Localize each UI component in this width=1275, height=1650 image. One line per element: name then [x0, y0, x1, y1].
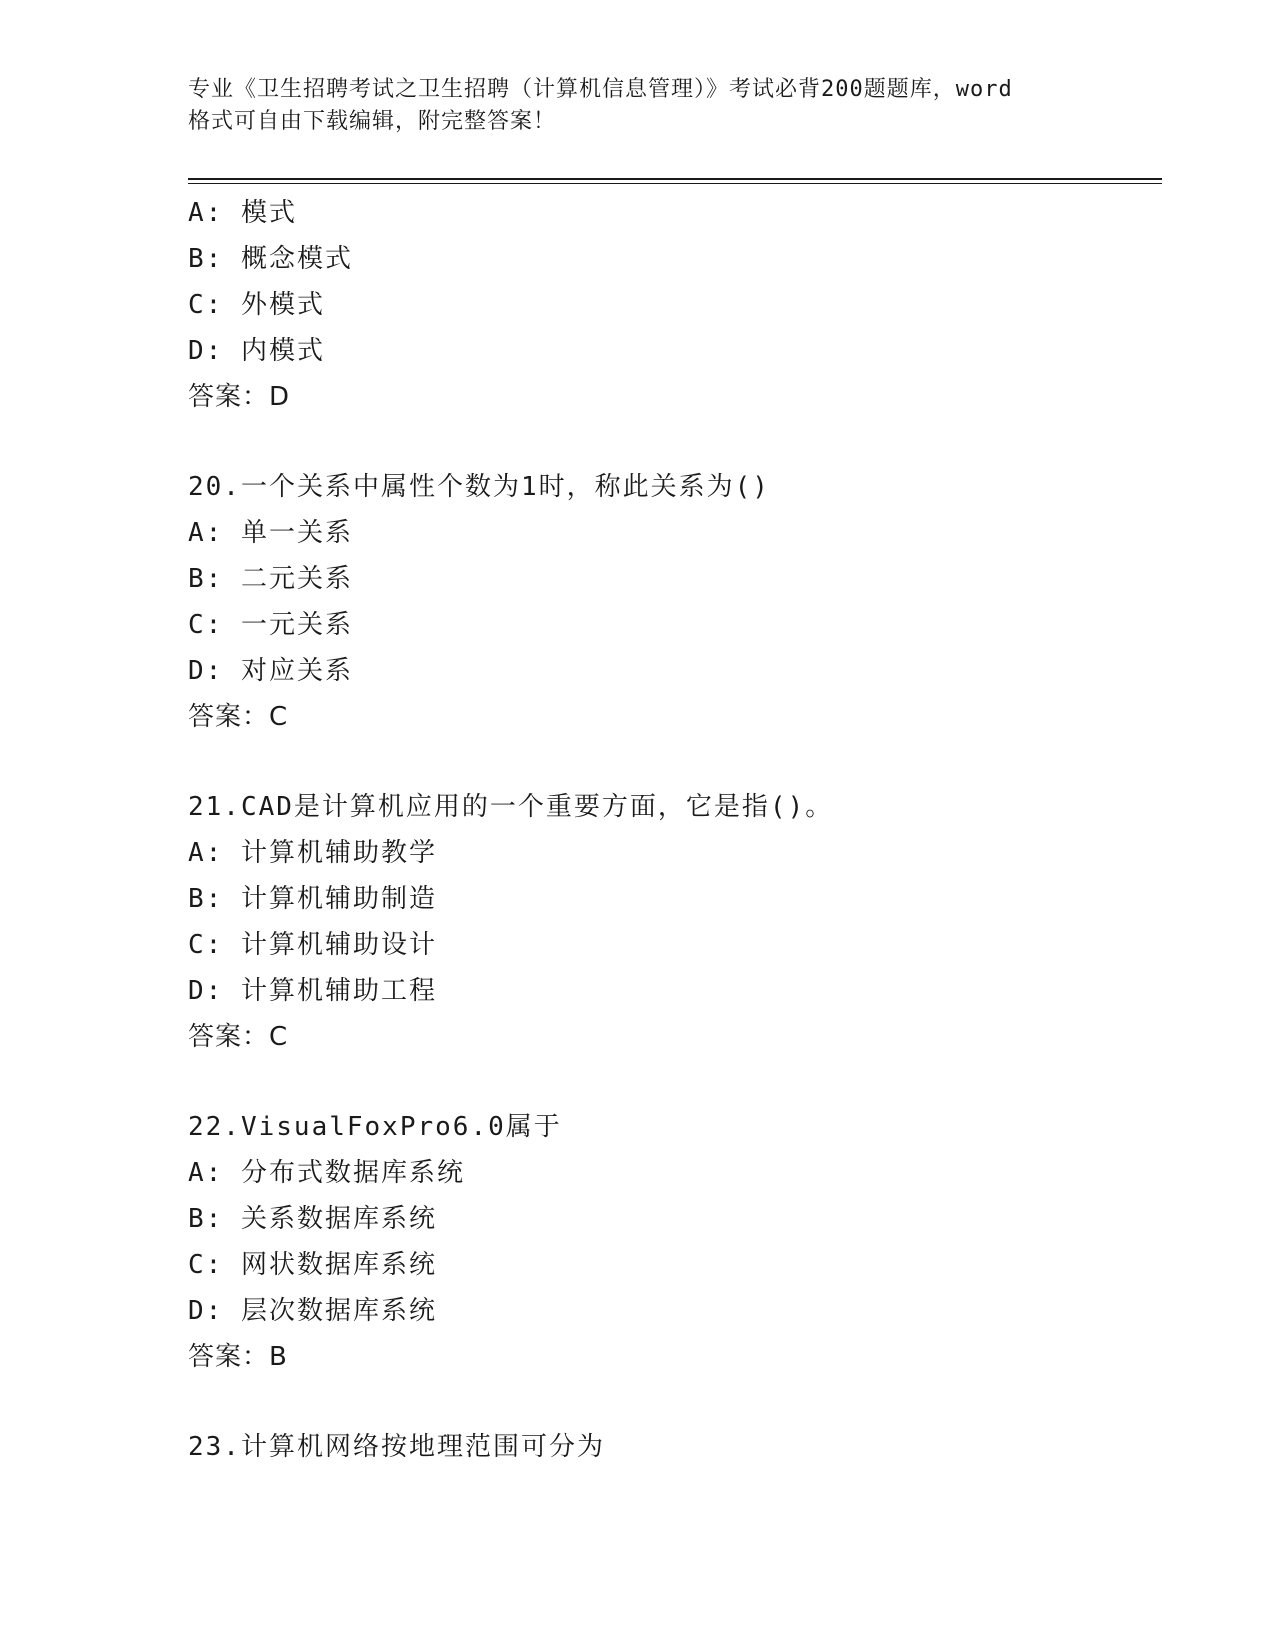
option-c: C: 一元关系	[188, 610, 353, 640]
question-text: 20.一个关系中属性个数为1时，称此关系为()	[188, 472, 770, 502]
option-a: A: 计算机辅助教学	[188, 838, 437, 868]
option-a: A: 单一关系	[188, 518, 353, 548]
option-c: C: 计算机辅助设计	[188, 930, 437, 960]
question-text: 21.CAD是计算机应用的一个重要方面，它是指()。	[188, 792, 834, 822]
question-text: 23.计算机网络按地理范围可分为	[188, 1432, 605, 1462]
option-b: B: 计算机辅助制造	[188, 884, 437, 914]
answer: 答案：C	[188, 1022, 289, 1052]
option-d: D: 对应关系	[188, 656, 353, 686]
question-22-block	[188, 1104, 1162, 1380]
option-b: B: 二元关系	[188, 564, 353, 594]
question-19-block	[188, 190, 1162, 420]
answer: 答案：C	[188, 702, 289, 732]
answer: 答案：B	[188, 1342, 288, 1372]
header-line-1: 专业《卫生招聘考试之卫生招聘（计算机信息管理）》考试必背200题题库，word	[188, 77, 1013, 102]
spacer	[188, 1380, 1162, 1424]
option-d: D: 内模式	[188, 336, 325, 366]
question-23-block	[188, 1424, 1162, 1470]
header-line-2: 格式可自由下载编辑，附完整答案！	[188, 109, 557, 134]
option-d: D: 层次数据库系统	[188, 1296, 437, 1326]
option-a: A: 分布式数据库系统	[188, 1158, 465, 1188]
header-divider	[188, 178, 1162, 184]
option-b: B: 概念模式	[188, 244, 353, 274]
option-c: C: 网状数据库系统	[188, 1250, 437, 1280]
option-a: A: 模式	[188, 198, 297, 228]
answer: 答案：D	[188, 382, 291, 412]
spacer	[188, 420, 1162, 464]
question-text: 22.VisualFoxPro6.0属于	[188, 1112, 562, 1142]
document-header	[188, 74, 1098, 138]
question-20-block	[188, 464, 1162, 740]
option-c: C: 外模式	[188, 290, 325, 320]
question-21-block	[188, 784, 1162, 1060]
option-b: B: 关系数据库系统	[188, 1204, 437, 1234]
spacer	[188, 1060, 1162, 1104]
spacer	[188, 740, 1162, 784]
question-list	[188, 190, 1162, 1470]
option-d: D: 计算机辅助工程	[188, 976, 437, 1006]
